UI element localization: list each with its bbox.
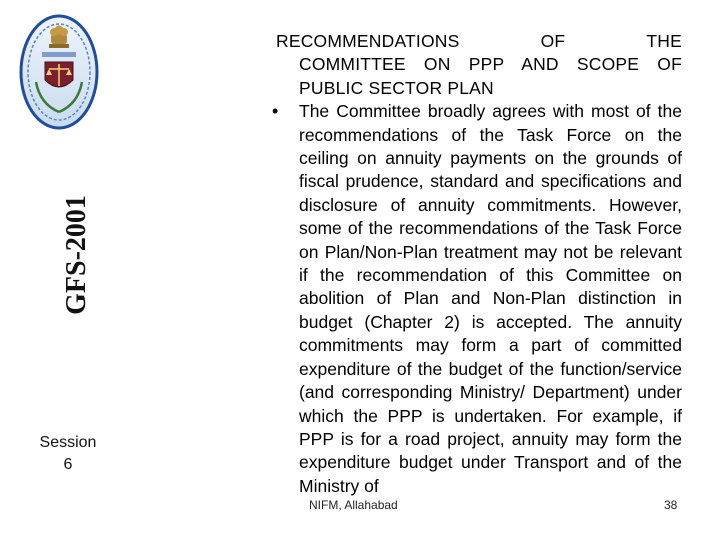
gfs-title-text: GFS-2001 — [61, 195, 92, 315]
heading-rest: COMMITTEE ON PPP AND SCOPE OF PUBLIC SECTOR PLAN — [299, 54, 682, 98]
session-number: 6 — [63, 456, 73, 473]
heading-word-2: OF — [540, 31, 566, 51]
bullet-text: The Committee broadly agrees with most of the recommendations of the Task Force on the ceiling on annuity payments on the grounds of fiscal prudence, standard and specifications and disclosure of annuity commitments. However, some of the recommendations of the Task Force on Plan/Non-Plan treatment may not be relevant if the recommendation of this Committee on abolition of Plan and Non-Plan distinction in budget (Chapter 2) is accepted. The annuity commitments may form a part of committed expenditure of the budget of the function/service (and corresponding Ministry/ Department) under which the PPP is undertaken. For example, if PPP is for a road project, annuity may form the expenditure budget under Transport and of the Ministry of — [299, 101, 682, 496]
page-number: 38 — [664, 498, 678, 512]
session-text: Session — [39, 434, 97, 451]
sidebar — [0, 0, 110, 540]
bullet-paragraph — [270, 100, 682, 498]
heading-first-line — [270, 30, 682, 53]
slide-heading — [270, 30, 682, 100]
footer-institution: NIFM, Allahabad — [309, 498, 398, 512]
heading-word-3: THE — [646, 31, 682, 51]
emblem-icon — [18, 12, 100, 132]
slide-body — [270, 30, 682, 540]
vertical-title — [10, 160, 110, 350]
session-label — [22, 432, 114, 476]
bullet-icon: • — [272, 101, 279, 122]
heading-word-1: RECOMMENDATIONS — [276, 31, 460, 51]
